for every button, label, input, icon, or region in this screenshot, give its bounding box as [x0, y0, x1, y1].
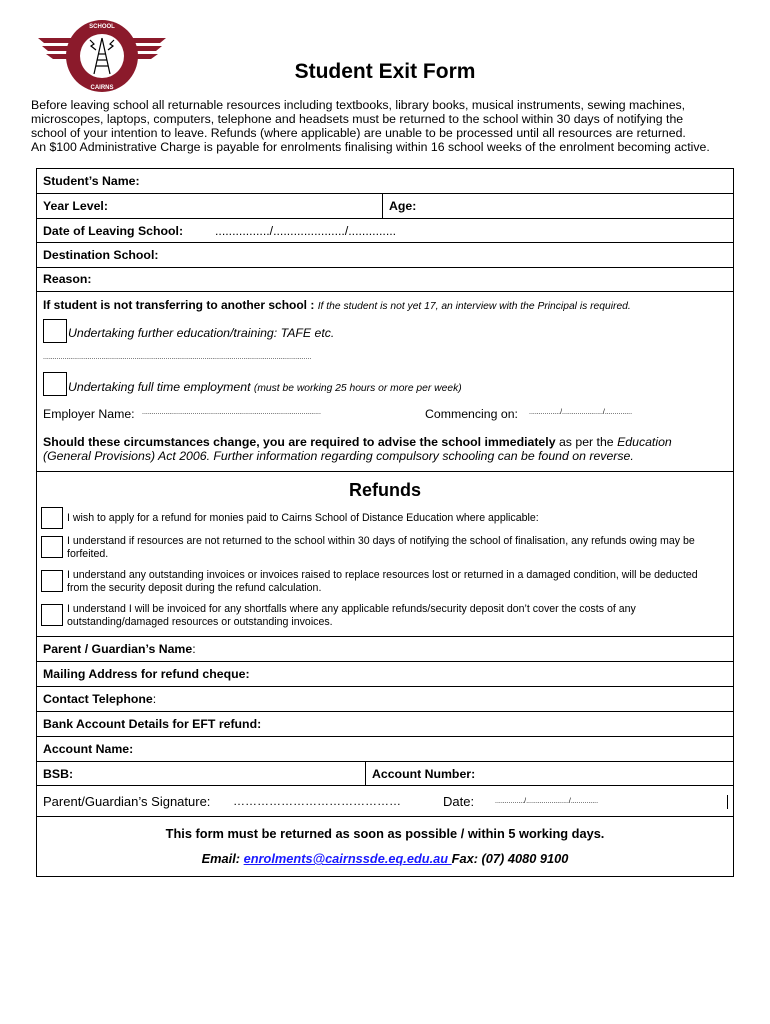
- option-employment-checkbox[interactable]: [43, 372, 67, 396]
- phone-row[interactable]: [37, 687, 733, 712]
- signature-row[interactable]: [37, 786, 733, 817]
- form-title: Student Exit Form: [294, 60, 476, 83]
- year-level-row[interactable]: [37, 194, 733, 219]
- mailing-label: Mailing Address for refund cheque:: [43, 667, 250, 681]
- commencing-label: Commencing on:: [425, 407, 518, 421]
- not-transferring-heading: If student is not transferring to another school : If the student is not yet 17, an interview with the Principal is required.: [43, 298, 631, 312]
- phone-label: Contact Telephone:: [43, 692, 157, 706]
- change-notice: Should these circumstances change, you are required to advise the school immediately as per the Education (General Provisions) Act 2006. Further information regarding compulsory schooling can be found on reverse.: [43, 435, 672, 463]
- intro-paragraph: Before leaving school all returnable resources including textbooks, library books, musical instruments, sewing machines, microscopes, laptops, computers, telephone and headsets must be returned to the school within 30 days of notifying the school of your intention to leave. Refunds (where applicable) are unable to be processed until all resources are returned. An $100 Administrative Charge is payable for enrolments finalising within 16 school weeks of the enrolment becoming active.: [31, 98, 710, 154]
- form-box: [36, 168, 734, 877]
- divider: [727, 795, 728, 809]
- age-label: Age:: [389, 199, 417, 213]
- commencing-dots[interactable]: ................/...................../..............: [529, 409, 633, 416]
- divider: [365, 762, 366, 785]
- parent-name-row[interactable]: [37, 637, 733, 662]
- option-further-education-checkbox[interactable]: [43, 319, 67, 343]
- bank-row: [37, 712, 733, 737]
- option-employment-label: Undertaking full time employment (must be working 25 hours or more per week): [68, 380, 462, 394]
- reason-label: Reason:: [43, 272, 92, 286]
- account-name-row[interactable]: [37, 737, 733, 762]
- date-leaving-row[interactable]: [37, 219, 733, 243]
- account-number-label: Account Number:: [372, 767, 476, 781]
- refunds-section: [37, 472, 733, 637]
- svg-text:SCHOOL: SCHOOL: [89, 24, 115, 30]
- option-further-education-label: Undertaking further education/training: TAFE etc.: [68, 326, 335, 340]
- employer-label: Employer Name:: [43, 407, 135, 421]
- destination-row[interactable]: [37, 243, 733, 268]
- refund-item-2: I understand if resources are not returned to the school within 30 days of notifying the school of finalisation, any refunds owing may be forfeited.: [67, 535, 695, 560]
- bank-label: Bank Account Details for EFT refund:: [43, 717, 262, 731]
- student-name-row[interactable]: [37, 169, 733, 194]
- bsb-row[interactable]: [37, 762, 733, 786]
- year-level-label: Year Level:: [43, 199, 108, 213]
- refund-apply-checkbox[interactable]: [41, 507, 63, 529]
- refund-item-4: I understand I will be invoiced for any shortfalls where any applicable refunds/security deposit don’t cover the costs of any outstanding/damaged resources or outstanding invoices.: [67, 603, 636, 628]
- return-notice: This form must be returned as soon as possible / within 5 working days.: [165, 826, 605, 841]
- refunds-heading: Refunds: [349, 480, 421, 500]
- date-leaving-label: Date of Leaving School:: [43, 224, 184, 238]
- date-dots[interactable]: .............../....................../..............: [495, 798, 599, 805]
- svg-text:CAIRNS: CAIRNS: [90, 85, 114, 91]
- date-label: Date:: [443, 794, 475, 809]
- parent-name-label: Parent / Guardian’s Name:: [43, 642, 196, 656]
- signature-dots[interactable]: ……………………………………: [233, 794, 401, 808]
- date-leaving-dots: ................/...................../..............: [215, 224, 397, 238]
- refund-item-1: I wish to apply for a refund for monies paid to Cairns School of Distance Education where applicable:: [67, 512, 539, 524]
- contact-line: Email: enrolments@cairnssde.eq.edu.au Fax: (07) 4080 9100: [201, 851, 569, 866]
- school-logo: [36, 16, 168, 98]
- refund-item-3: I understand any outstanding invoices or invoices raised to replace resources lost or returned in a damaged condition, will be deducted from the security deposit during the refund calculation.: [67, 569, 698, 594]
- refund-deduct-checkbox[interactable]: [41, 570, 63, 592]
- not-transferring-section: [37, 292, 733, 472]
- further-education-line[interactable]: ..........................................................................................................................................: [43, 354, 312, 361]
- divider: [382, 194, 383, 218]
- mailing-row[interactable]: [37, 662, 733, 687]
- reason-row[interactable]: [37, 268, 733, 292]
- refund-forfeit-checkbox[interactable]: [41, 536, 63, 558]
- bsb-label: BSB:: [43, 767, 74, 781]
- account-name-label: Account Name:: [43, 742, 134, 756]
- employer-dots[interactable]: ............................................................................................: [142, 409, 321, 416]
- refund-invoice-checkbox[interactable]: [41, 604, 63, 626]
- destination-label: Destination School:: [43, 248, 159, 262]
- student-name-label: Student’s Name:: [43, 174, 140, 188]
- signature-label: Parent/Guardian’s Signature:: [43, 794, 211, 809]
- email-link[interactable]: enrolments@cairnssde.eq.edu.au: [243, 851, 452, 866]
